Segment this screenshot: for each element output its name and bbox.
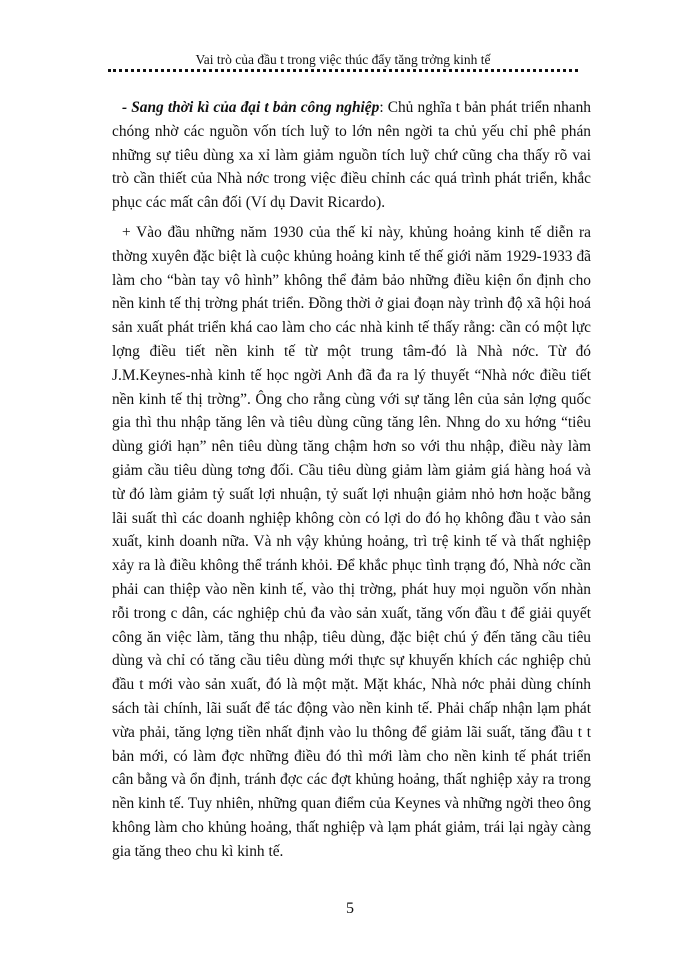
body-text: [112, 96, 591, 864]
paragraph-1: [112, 96, 591, 215]
header-dotted-rule: [108, 69, 578, 72]
paragraph-2-text: + Vào đầu những năm 1930 của thế kỉ này, khủng hoảng kinh tế diễn ra thờng xuyên đặc biệt là cuộc khủng hoảng kinh tế thế giới năm 1929-1933 đã làm cho “bàn tay vô hình” không thể đảm bảo những điều kiện ổn định cho nền kinh tế thị trờng phát triển. Đồng thời ở giai đoạn này trình độ xã hội hoá sản xuất phát triển khá cao làm cho các nhà kinh tế thấy rằng: cần có một lực lợng điều tiết nền kinh tế từ một trung tâm-đó là Nhà nớc. Từ đó J.M.Keynes-nhà kinh tế học ngời Anh đã đa ra lý thuyết “Nhà nớc điều tiết nền kinh tế thị trờng”. Ông cho rằng cùng với sự tăng lên của sản lợng quốc gia thì thu nhập tăng lên và tiêu dùng cũng tăng lên. Nhng do xu hớng “tiêu dùng giới hạn” nên tiêu dùng tăng chậm hơn so với thu nhập, điều này làm giảm cầu tiêu dùng tơng đối. Cầu tiêu dùng giảm làm giảm giá hàng hoá và từ đó làm giảm tỷ suất lợi nhuận, tỷ suất lợi nhuận giảm nhỏ hơn hoặc bằng lãi suất thì các doanh nghiệp không còn có lợi do đó họ không đầu t vào sản xuất, kinh doanh nữa. Và nh vậy khủng hoảng, trì trệ kinh tế và thất nghiệp xảy ra là điều không thể tránh khỏi. Để khắc phục tình trạng đó, Nhà nớc cần phải can thiệp vào nền kinh tế, vào thị trờng, phát huy mọi nguồn vốn nhàn rỗi trong c dân, các nghiệp chủ đa vào sản xuất, tăng vốn đầu t để giải quyết công ăn việc làm, tăng thu nhập, tiêu dùng, đặc biệt chú ý đến tăng cầu tiêu dùng và chỉ có tăng cầu tiêu dùng mới thực sự khuyến khích các nghiệp chủ đầu t mới vào sản xuất, đó là một mặt. Mặt khác, Nhà nớc phải dùng chính sách tài chính, lãi suất để tác động vào nền kinh tế. Phải chấp nhận lạm phát vừa phải, tăng lợng tiền nhất định vào lu thông để giảm lãi suất, tăng đầu t t bản mới, có làm đợc những điều đó thì mới làm cho nền kinh tế phát triển cân bằng và ổn định, tránh đợc các đợt khủng hoảng, thất nghiệp xảy ra trong nền kinh tế. Tuy nhiên, những quan điểm của Keynes và những ngời theo ông không làm cho khủng hoảng, thất nghiệp và lạm phát giảm, trái lại ngày càng gia tăng theo chu kì kinh tế.: [112, 223, 591, 860]
page-number: 5: [346, 900, 354, 917]
paragraph-1-lead: - Sang thời kì của đại t bản công nghiệp: [122, 99, 380, 116]
paragraph-1-text: : Chủ nghĩa t bản phát triển nhanh chóng nhờ các nguồn vốn tích luỹ to lớn nên ngời ta chủ yếu chỉ phê phán những sự tiêu dùng xa xỉ làm giảm nguồn tích luỹ chứ cũng cha thấy rõ vai trò cần thiết của Nhà nớc trong việc điều chỉnh các quá trình phát triển, khắc phục các mất cân đối (Ví dụ Davit Ricardo).: [112, 99, 591, 212]
paragraph-2: [112, 221, 591, 864]
running-header: Vai trò của đầu t trong việc thúc đẩy tăng trởng kinh tế: [195, 52, 491, 67]
